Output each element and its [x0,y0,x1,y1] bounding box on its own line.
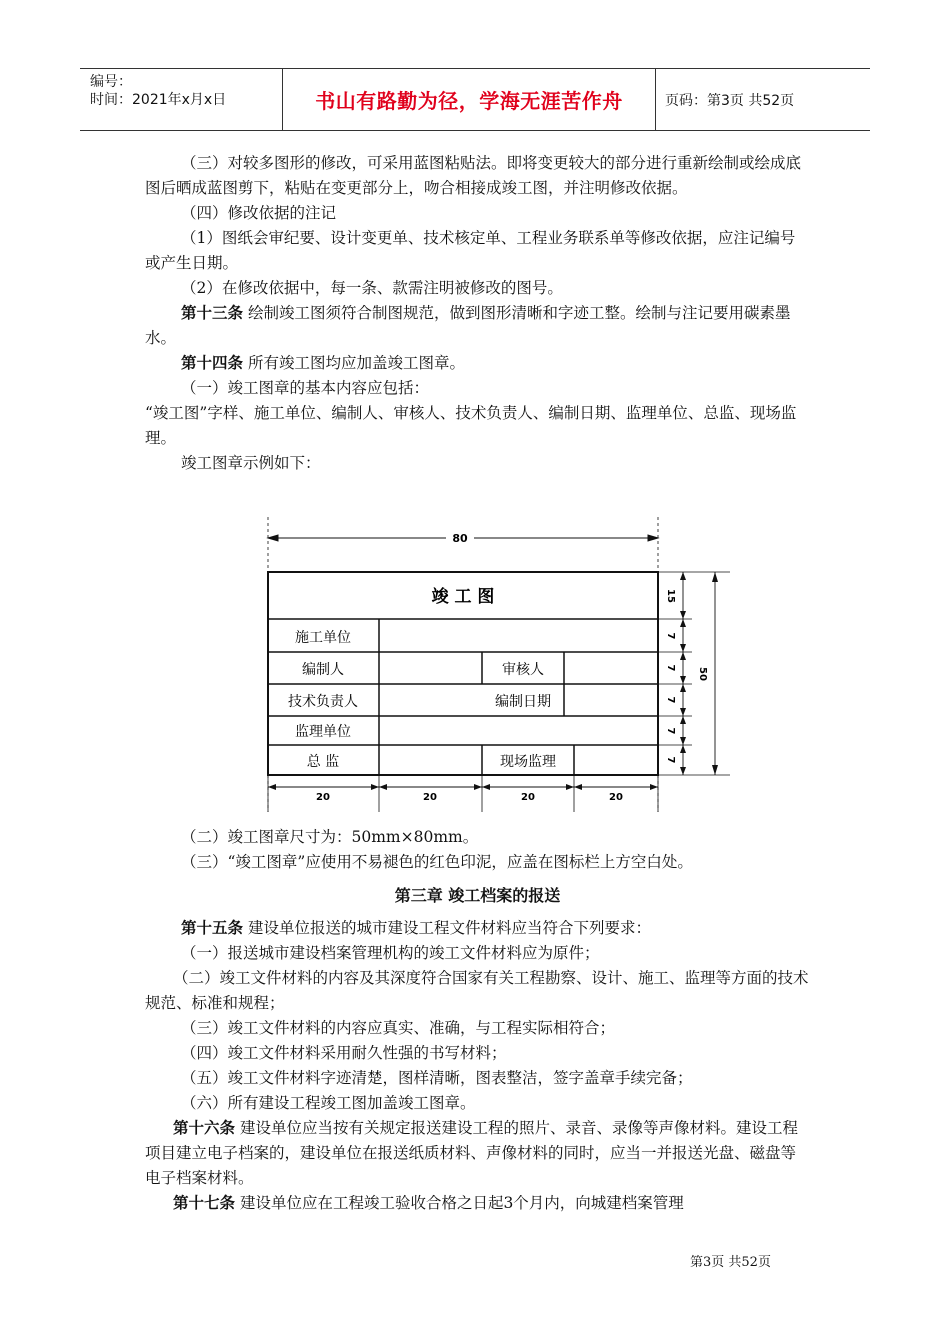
paragraph: （五）竣工文件材料字迹清楚，图样清晰，图表整洁，签字盖章手续完备； [181,1069,693,1087]
document-body-continued [145,825,810,1216]
chapter-title: 第三章 竣工档案的报送 [394,886,561,905]
dim-title-height: 15 [665,589,676,603]
dim-col-width: 20 [316,792,330,803]
paragraph: 竣工图章示例如下： [181,454,321,472]
article-text: 建设单位报送的城市建设工程文件材料应当符合下列要求： [243,919,651,937]
paragraph: （一）报送城市建设档案管理机构的竣工文件材料应为原件； [181,944,600,962]
dim-row-height: 7 [665,632,676,640]
stamp-diagram [260,512,740,822]
article-number: 第十六条 [173,1119,236,1137]
motto: 书山有路勤为径，学海无涯苦作舟 [315,89,623,113]
dim-row-height: 7 [665,727,676,735]
number-label: 编号： [90,74,132,90]
article-number: 第十四条 [181,354,244,372]
article-number: 第十五条 [181,919,244,937]
header-page-info: 页码：第3页 共52页 [665,92,795,109]
page-header [80,68,870,131]
dim-col-width: 20 [521,792,535,803]
article-text: 建设单位应当按有关规定报送建设工程的照片、录音、录像等声像材料。建设工程项目建立电子档案的，建设单位在报送纸质材料、声像材料的同时，应当一并报送光盘、磁盘等电子档案材料。 [145,1119,798,1187]
stamp-tech-lead: 技术负责人 [288,694,358,710]
stamp-title: 竣 工 图 [431,587,495,607]
article-paragraph [145,351,810,376]
paragraph: （四）修改依据的注记 [181,204,337,222]
stamp-compile-date: 编制日期 [495,694,551,710]
article-text: 所有竣工图均应加盖竣工图章。 [243,354,465,372]
paragraph: （2）在修改依据中，每一条、款需注明被修改的图号。 [181,279,563,297]
paragraph: （四）竣工文件材料采用耐久性强的书写材料； [181,1044,507,1062]
dim-row-height: 7 [665,756,676,764]
dim-height-label: 50 [697,667,708,681]
article-text: 绘制竣工图须符合制图规范，做到图形清晰和字迹工整。绘制与注记要用碳素墨水。 [145,304,791,347]
article-paragraph [145,1191,810,1216]
article-paragraph [145,301,810,351]
paragraph: （二）竣工文件材料的内容及其深度符合国家有关工程勘察、设计、施工、监理等方面的技术规范、标准和规程； [145,969,809,1012]
stamp-construction-unit: 施工单位 [295,630,351,646]
page-footer: 第3页 共52页 [690,1255,771,1270]
dim-col-width: 20 [609,792,623,803]
time-label: 时间：2021年x月x日 [90,92,227,108]
header-left [80,69,282,130]
stamp-site-supervisor: 现场监理 [500,754,556,770]
stamp-supervision-unit: 监理单位 [295,724,351,740]
stamp-reviewer: 审核人 [502,662,544,678]
paragraph: “竣工图”字样、施工单位、编制人、审核人、技术负责人、编制日期、监理单位、总监、现场监理。 [145,404,797,447]
document-body [145,151,810,476]
article-paragraph [145,1116,810,1191]
article-text: 建设单位应在工程竣工验收合格之日起3个月内，向城建档案管理 [235,1194,684,1212]
dim-width-label: 80 [452,532,468,545]
article-number: 第十三条 [181,304,244,322]
paragraph: （二）竣工图章尺寸为：50mm×80mm。 [181,828,479,846]
paragraph: （一）竣工图章的基本内容应包括： [181,379,430,397]
dim-row-height: 7 [665,664,676,672]
article-paragraph [145,916,810,941]
paragraph: （1）图纸会审纪要、设计变更单、技术核定单、工程业务联系单等修改依据，应注记编号或产生日期。 [145,229,796,272]
paragraph: （三）“竣工图章”应使用不易褪色的红色印泥，应盖在图标栏上方空白处。 [181,853,693,871]
dim-col-width: 20 [423,792,437,803]
stamp-chief-supervisor: 总 监 [306,754,340,770]
article-number: 第十七条 [173,1194,236,1212]
paragraph: （三）竣工文件材料的内容应真实、准确，与工程实际相符合； [181,1019,616,1037]
paragraph: （六）所有建设工程竣工图加盖竣工图章。 [181,1094,476,1112]
header-motto-cell [282,69,656,130]
dim-row-height: 7 [665,696,676,704]
paragraph: （三）对较多图形的修改，可采用蓝图粘贴法。即将变更较大的部分进行重新绘制或绘成底图后晒成蓝图剪下，粘贴在变更部分上，吻合相接成竣工图，并注明修改依据。 [145,154,802,197]
stamp-compiler: 编制人 [302,662,344,678]
